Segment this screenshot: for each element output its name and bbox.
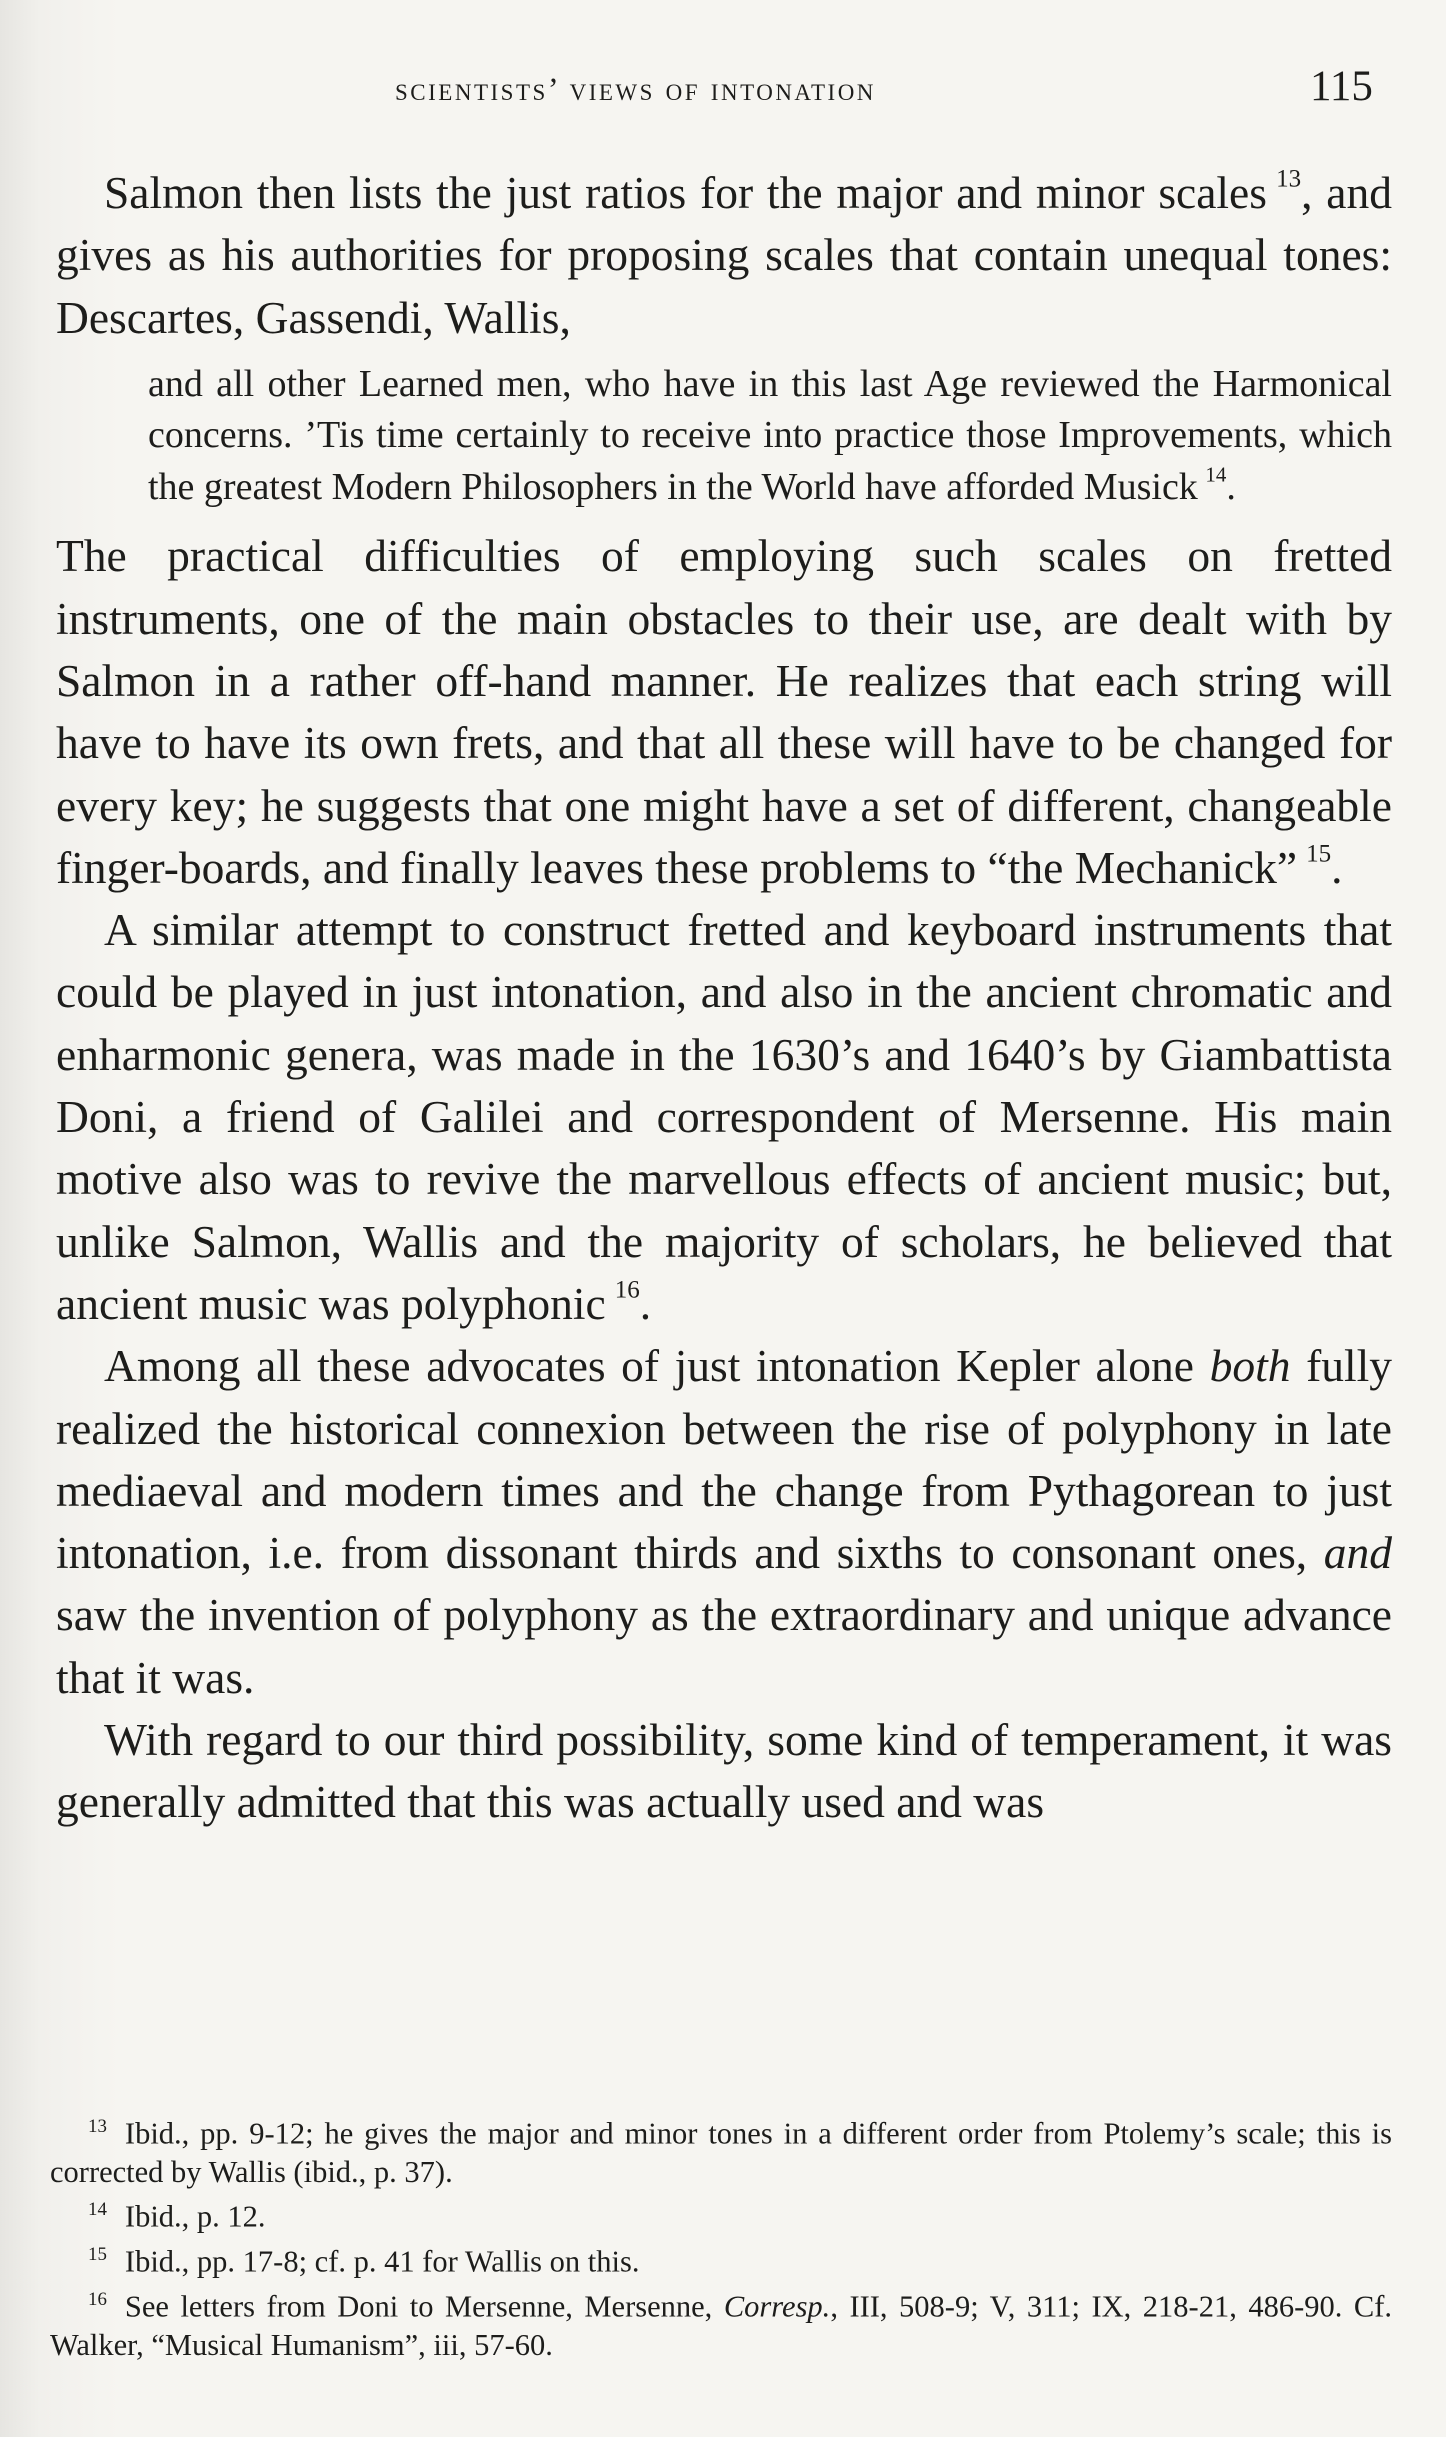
footnote-ref-16: 16 xyxy=(614,1276,640,1304)
footnote-number: 16 xyxy=(88,2289,107,2311)
paragraph-4-text-c: saw the invention of polyphony as the extraordinary and unique advance that it was. xyxy=(56,1589,1392,1703)
footnote-text-b: , III, 508-9; V, 311; IX, 218-21, 486-90. Cf. Walker, “Musical Humanism”, iii, 57-60. xyxy=(50,2289,1393,2362)
paragraph-1-text-a: Salmon then lists the just ratios for the major and minor scales xyxy=(104,167,1267,218)
paragraph-5-text: With regard to our third possibility, some kind of temperament, it was generally admitted that this was actually used and was xyxy=(56,1714,1392,1828)
footnote-number: 14 xyxy=(88,2199,107,2221)
paragraph-4 xyxy=(56,1335,1392,1709)
body-text xyxy=(56,162,1392,1834)
running-head xyxy=(0,62,1446,122)
running-title: scientists’ views of intonation xyxy=(395,72,876,108)
paragraph-1 xyxy=(56,162,1392,349)
footnote-16 xyxy=(50,2281,1392,2364)
paragraph-2-text: The practical difficulties of employing such scales on fretted instruments, one of the main obstacles to their use, are dealt with by Salmon in a rather off-hand manner. He realizes that each string will have to have its own frets, and that all these will have to be changed for every key; he suggests that one might have a set of different, changeable finger-boards, and finally leaves these problems to “the Mechanick” xyxy=(56,530,1392,893)
footnote-15 xyxy=(50,2236,1392,2281)
footnotes xyxy=(50,2108,1392,2364)
footnote-text-a: See letters from Doni to Mersenne, Mersenne, xyxy=(124,2289,713,2324)
paragraph-2-end: . xyxy=(1331,841,1343,893)
footnote-ref-13: 13 xyxy=(1276,165,1302,193)
page-number: 115 xyxy=(1310,63,1373,110)
footnote-text: Ibid., pp. 17-8; cf. p. 41 for Wallis on this. xyxy=(124,2244,640,2279)
footnote-em-corresp: Corresp. xyxy=(723,2289,831,2324)
paragraph-4-em-and: and xyxy=(1323,1527,1393,1579)
paragraph-1-text-b: , and gives as his authorities for proposing scales that contain unequal tones: Descartes, Gassendi, Wallis, xyxy=(56,167,1392,343)
block-quote-end: . xyxy=(1226,465,1236,508)
footnote-14 xyxy=(50,2191,1392,2236)
footnote-text: Ibid., pp. 9-12; he gives the major and minor tones in a different order from Ptolemy’s scale; this is corrected by Wallis (ibid., p. 37). xyxy=(50,2116,1392,2189)
paragraph-4-em-both: both xyxy=(1209,1340,1291,1392)
paragraph-5 xyxy=(56,1709,1392,1834)
paragraph-3-end: . xyxy=(639,1277,652,1329)
paragraph-4-text-b: fully realized the historical connexion between the rise of polyphony in late mediaeval and modern times and the change from Pythagorean to just intonation, i.e. from dissonant thirds and sixths to consonant ones, xyxy=(56,1340,1393,1579)
footnote-ref-14: 14 xyxy=(1205,462,1227,487)
paragraph-2 xyxy=(56,525,1392,899)
paragraph-3-text: A similar attempt to construct fretted and keyboard instruments that could be played in just intonation, and also in the ancient chromatic and enharmonic genera, was made in the 1630’s and 1640’s by Giambattista Doni, a friend of Galilei and correspondent of Mersenne. His main motive also was to revive the marvellous effects of ancient music; but, unlike Salmon, Wallis and the majority of scholars, he believed that ancient music was polyphonic xyxy=(56,904,1392,1329)
block-quote-text: and all other Learned men, who have in this last Age reviewed the Harmonical concerns. ’Tis time certainly to receive into practice those Improvements, which the greatest Modern Philosophers in the World have afforded Musick xyxy=(148,362,1392,508)
paragraph-3 xyxy=(56,899,1392,1335)
footnote-13 xyxy=(50,2108,1392,2191)
footnote-number: 13 xyxy=(88,2116,107,2137)
block-quote xyxy=(148,359,1392,514)
footnote-text: Ibid., p. 12. xyxy=(124,2199,266,2234)
footnote-ref-15: 15 xyxy=(1306,840,1332,868)
footnote-number: 15 xyxy=(88,2244,107,2266)
paragraph-4-text-a: Among all these advocates of just intonation Kepler alone xyxy=(104,1340,1194,1392)
